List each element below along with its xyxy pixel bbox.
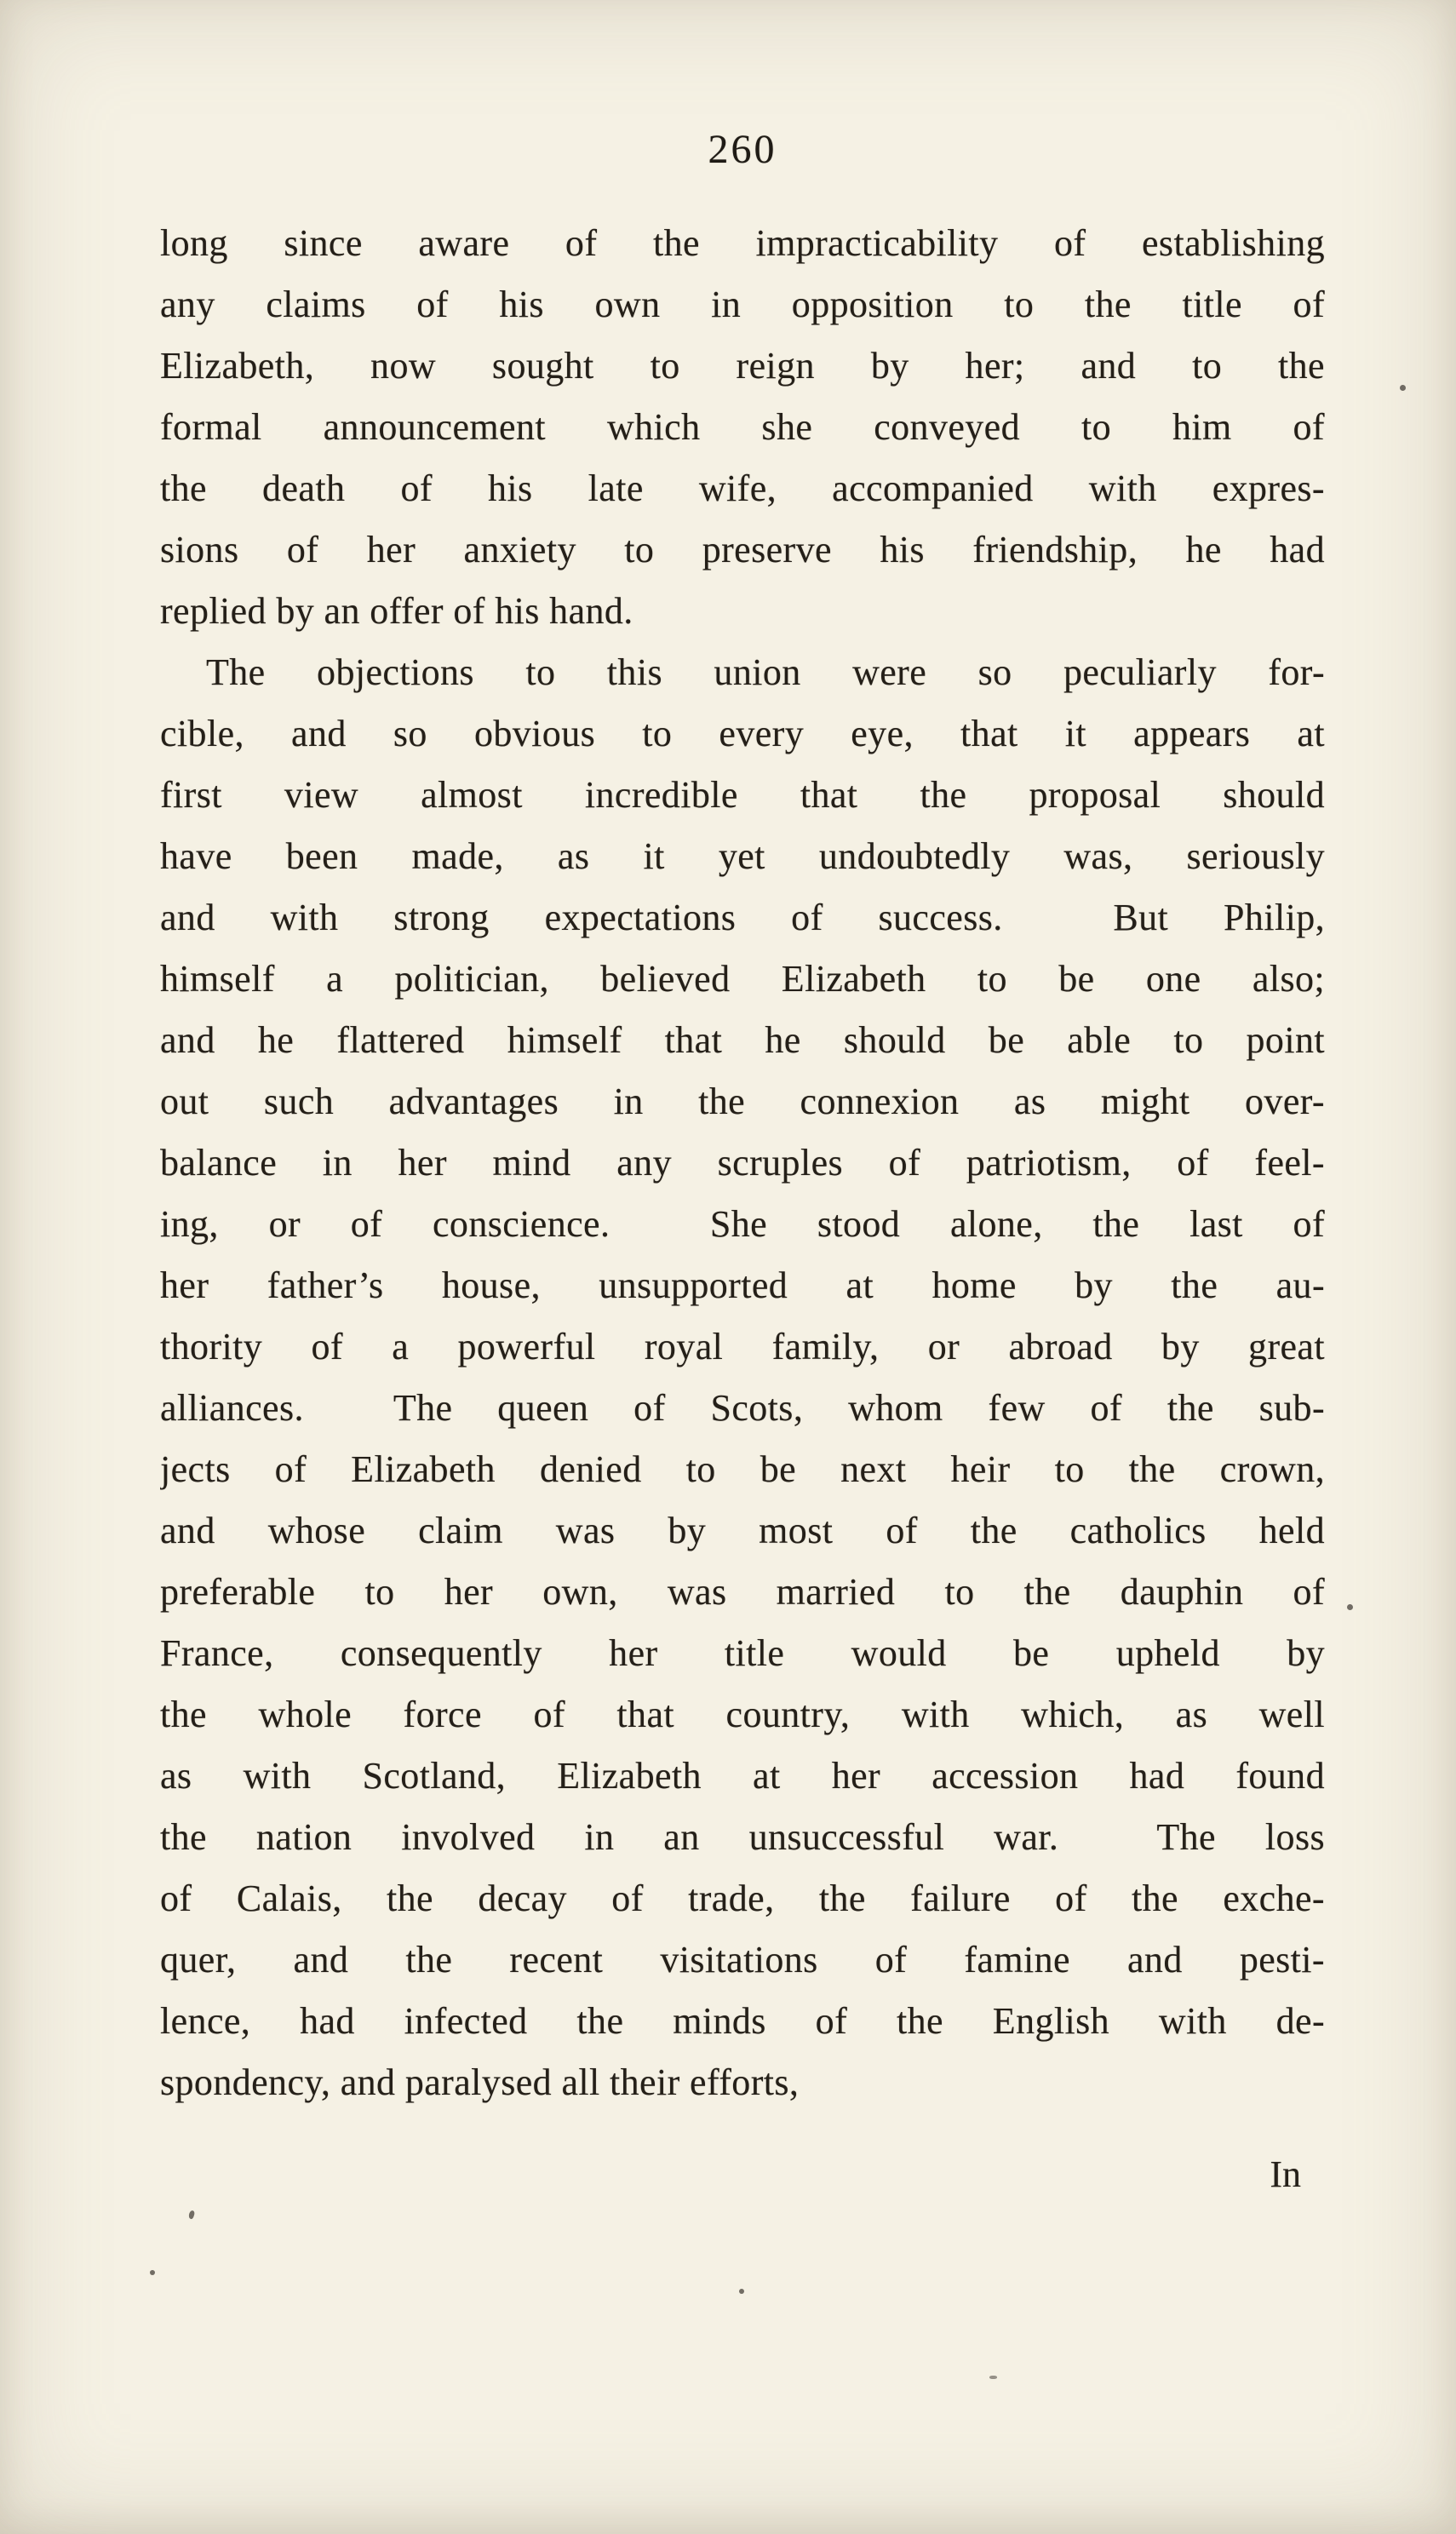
text-line: France, consequently her title would be upheld by bbox=[160, 1632, 1325, 1674]
text-block bbox=[160, 213, 1325, 2113]
text-line: replied by an offer of his hand. bbox=[160, 590, 633, 632]
text-line: quer, and the recent visitations of famine and pesti- bbox=[160, 1939, 1325, 1981]
scan-speck bbox=[188, 2210, 196, 2219]
text-line: ing, or of conscience. She stood alone, the last of bbox=[160, 1203, 1325, 1245]
text-line: and whose claim was by most of the catholics held bbox=[160, 1510, 1325, 1551]
scan-speck bbox=[1347, 1604, 1353, 1610]
paragraph bbox=[160, 642, 1325, 2113]
text-line: and he flattered himself that he should be able to point bbox=[160, 1019, 1325, 1061]
text-line: her father’s house, unsupported at home by the au- bbox=[160, 1264, 1325, 1306]
text-line: formal announcement which she conveyed to him of bbox=[160, 406, 1325, 448]
text-line: spondency, and paralysed all their efforts, bbox=[160, 2061, 800, 2103]
text-line: thority of a powerful royal family, or abroad by great bbox=[160, 1326, 1325, 1367]
text-line: long since aware of the impracticability of establishing bbox=[160, 222, 1325, 264]
scan-speck bbox=[150, 2270, 155, 2275]
paragraph bbox=[160, 213, 1325, 642]
text-line: as with Scotland, Elizabeth at her accession had found bbox=[160, 1755, 1325, 1797]
text-line: sions of her anxiety to preserve his friendship, he had bbox=[160, 529, 1325, 570]
text-line: cible, and so obvious to every eye, that it appears at bbox=[160, 713, 1325, 754]
text-line: Elizabeth, now sought to reign by her; and to the bbox=[160, 345, 1325, 387]
text-line: The objections to this union were so peculiarly for- bbox=[206, 651, 1325, 693]
page-number: 260 bbox=[708, 127, 777, 172]
text-line: lence, had infected the minds of the English with de- bbox=[160, 2000, 1325, 2042]
catchword: In bbox=[1270, 2153, 1301, 2195]
text-line: have been made, as it yet undoubtedly was, seriously bbox=[160, 835, 1325, 877]
scan-speck bbox=[989, 2376, 997, 2379]
text-line: out such advantages in the connexion as might over- bbox=[160, 1081, 1325, 1122]
scan-speck bbox=[1400, 385, 1406, 391]
text-line: the death of his late wife, accompanied with expres- bbox=[160, 467, 1325, 509]
text-line: preferable to her own, was married to the dauphin of bbox=[160, 1571, 1325, 1613]
text-line: and with strong expectations of success. But Philip, bbox=[160, 897, 1325, 938]
text-line: jects of Elizabeth denied to be next heir to the crown, bbox=[160, 1448, 1325, 1490]
text-line: alliances. The queen of Scots, whom few of the sub- bbox=[160, 1387, 1325, 1429]
text-line: the whole force of that country, with which, as well bbox=[160, 1694, 1325, 1735]
text-line: the nation involved in an unsuccessful war. The loss bbox=[160, 1816, 1325, 1858]
text-line: of Calais, the decay of trade, the failure of the exche- bbox=[160, 1878, 1325, 1919]
text-line: first view almost incredible that the proposal should bbox=[160, 774, 1325, 816]
text-line: himself a politician, believed Elizabeth to be one also; bbox=[160, 958, 1325, 1000]
scan-speck bbox=[739, 2289, 744, 2294]
text-line: balance in her mind any scruples of patriotism, of feel- bbox=[160, 1142, 1325, 1184]
text-line: any claims of his own in opposition to the title of bbox=[160, 284, 1325, 325]
